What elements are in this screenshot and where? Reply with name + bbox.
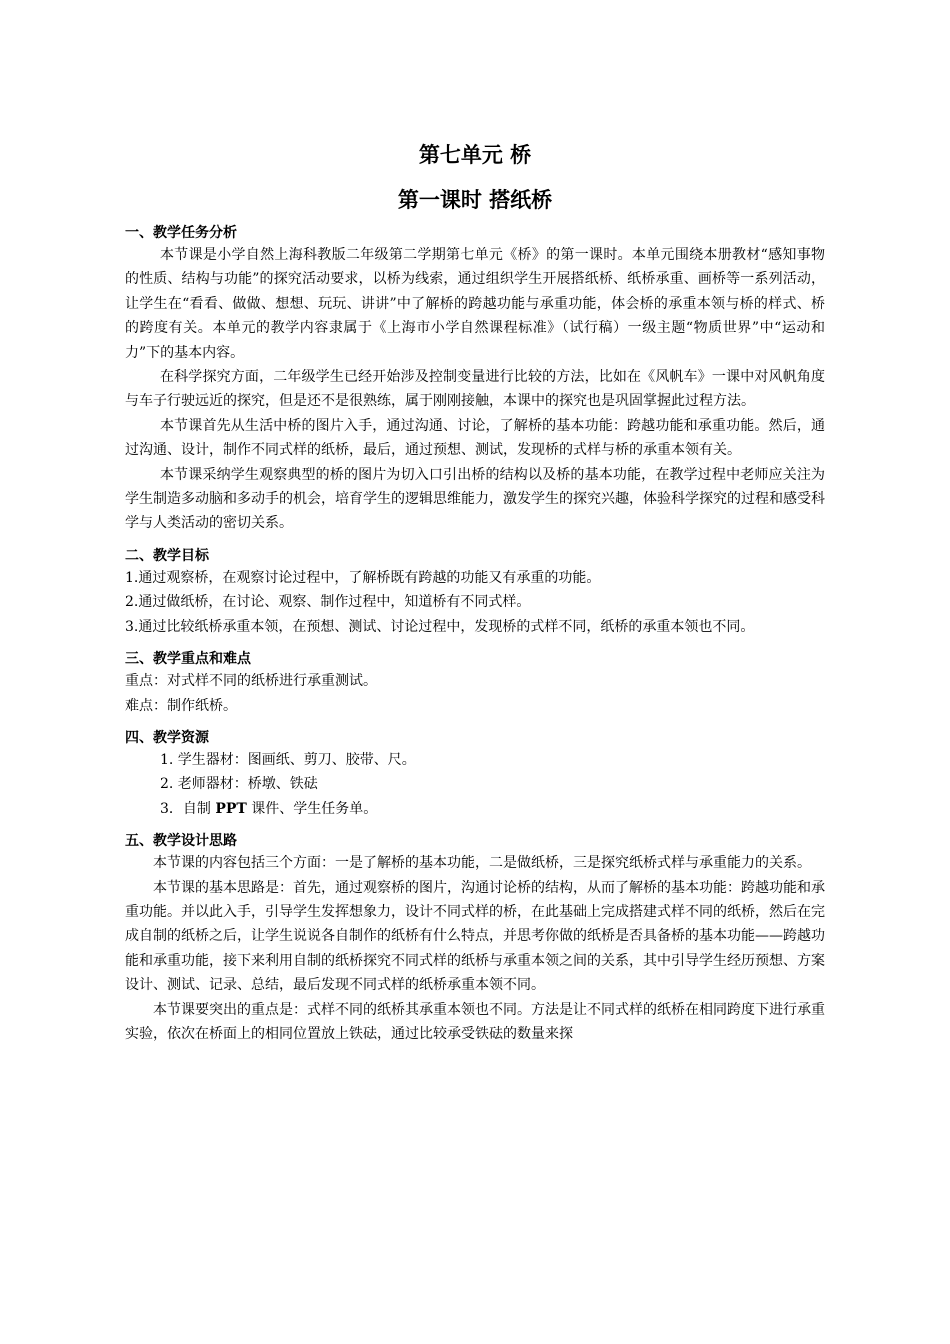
analysis-paragraph-3: 本节课首先从生活中桥的图片入手，通过沟通、讨论，了解桥的基本功能：跨越功能和承重功能。然后，通过沟通、设计，制作不同式样的纸桥，最后，通过预想、测试，发现桥的式样与桥的承重本领有关。 [125,417,825,459]
resource-item-3-suffix: 课件、学生任务单。 [246,800,378,817]
design-paragraph-2: 本节课的基本思路是：首先，通过观察桥的图片，沟通讨论桥的结构，从而了解桥的基本功能：跨越功能和承重功能。并以此入手，引导学生发挥想象力，设计不同式样的桥，在此基础上完成搭建式样不同的纸桥，然后在完成自制的纸桥之后，让学生说说各自制作的纸桥有什么特点，并思考你做的纸桥是否具备桥的基本功能——跨越功能和承重功能，接下来利用自制的纸桥探究不同式样的纸桥与承重本领之间的关系，其中引导学生经历预想、方案设计、测试、记录、总结，最后发现不同式样的纸桥承重本领不同。 [125,879,825,994]
analysis-paragraph-2: 在科学探究方面，二年级学生已经开始涉及控制变量进行比较的方法，比如在《风帆车》一课中对风帆角度与车子行驶远近的探究，但是还不是很熟练，属于刚刚接触，本课中的探究也是巩固掌握此过程方法。 [125,369,825,410]
resource-item-3-bold: PPT [215,800,247,817]
resource-item-3-prefix: 3．自制 [160,800,216,817]
key-point: 重点：对式样不同的纸桥进行承重测试。 [125,673,377,690]
document-page [125,140,825,1056]
resource-item-2: 2. 老师器材：桥墩、铁砝 [160,776,318,793]
unit-title: 第七单元 桥 [418,143,532,167]
section-design [125,831,825,1046]
design-paragraph-1: 本节课的内容包括三个方面：一是了解桥的基本功能，二是做纸桥，三是探究纸桥式样与承重能力的关系。 [153,855,811,872]
section-focus [125,649,825,718]
resource-item-3 [125,797,825,821]
section-analysis [125,223,825,536]
section-heading-resources: 四、教学资源 [125,729,209,746]
analysis-paragraph-4: 本节课采纳学生观察典型的桥的图片为切入口引出桥的结构以及桥的基本功能，在教学过程中老师应关注为学生制造多动脑和多动手的机会，培育学生的逻辑思维能力，激发学生的探究兴趣，体验科学探究的过程和感受科学与人类活动的密切关系。 [125,466,825,532]
resource-item-1: 1. 学生器材：图画纸、剪刀、胶带、尺。 [160,751,416,768]
section-heading-goals: 二、教学目标 [125,547,209,564]
analysis-paragraph-1: 本节课是小学自然上海科教版二年级第二学期第七单元《桥》的第一课时。本单元围绕本册教材“感知事物的性质、结构与功能”的探究活动要求，以桥为线索，通过组织学生开展搭纸桥、纸桥承重、画桥等一系列活动，让学生在“看看、做做、想想、玩玩、讲讲”中了解桥的跨越功能与承重功能，体会桥的承重本领与桥的样式、桥的跨度有关。本单元的教学内容隶属于《上海市小学自然课程标准》（试行稿）一级主题“物质世界”中“运动和力”下的基本内容。 [125,247,825,361]
section-heading-focus: 三、教学重点和难点 [125,651,251,668]
goal-item-3: 3.通过比较纸桥承重本领，在预想、测试、讨论过程中，发现桥的式样不同，纸桥的承重本领也不同。 [125,618,755,635]
difficult-point: 难点：制作纸桥。 [125,697,237,714]
lesson-title: 第一课时 搭纸桥 [397,188,553,212]
section-goals [125,546,825,639]
goal-item-2: 2.通过做纸桥，在讨论、观察、制作过程中，知道桥有不同式样。 [125,594,531,611]
design-paragraph-3: 本节课要突出的重点是：式样不同的纸桥其承重本领也不同。方法是让不同式样的纸桥在相同跨度下进行承重实验，依次在桥面上的相同位置放上铁砝，通过比较承受铁砝的数量来探 [125,1001,825,1042]
section-resources [125,728,825,821]
goal-item-1: 1.通过观察桥，在观察讨论过程中，了解桥既有跨越的功能又有承重的功能。 [125,569,601,586]
section-heading-analysis: 一、教学任务分析 [125,225,237,241]
section-heading-design: 五、教学设计思路 [125,833,237,850]
